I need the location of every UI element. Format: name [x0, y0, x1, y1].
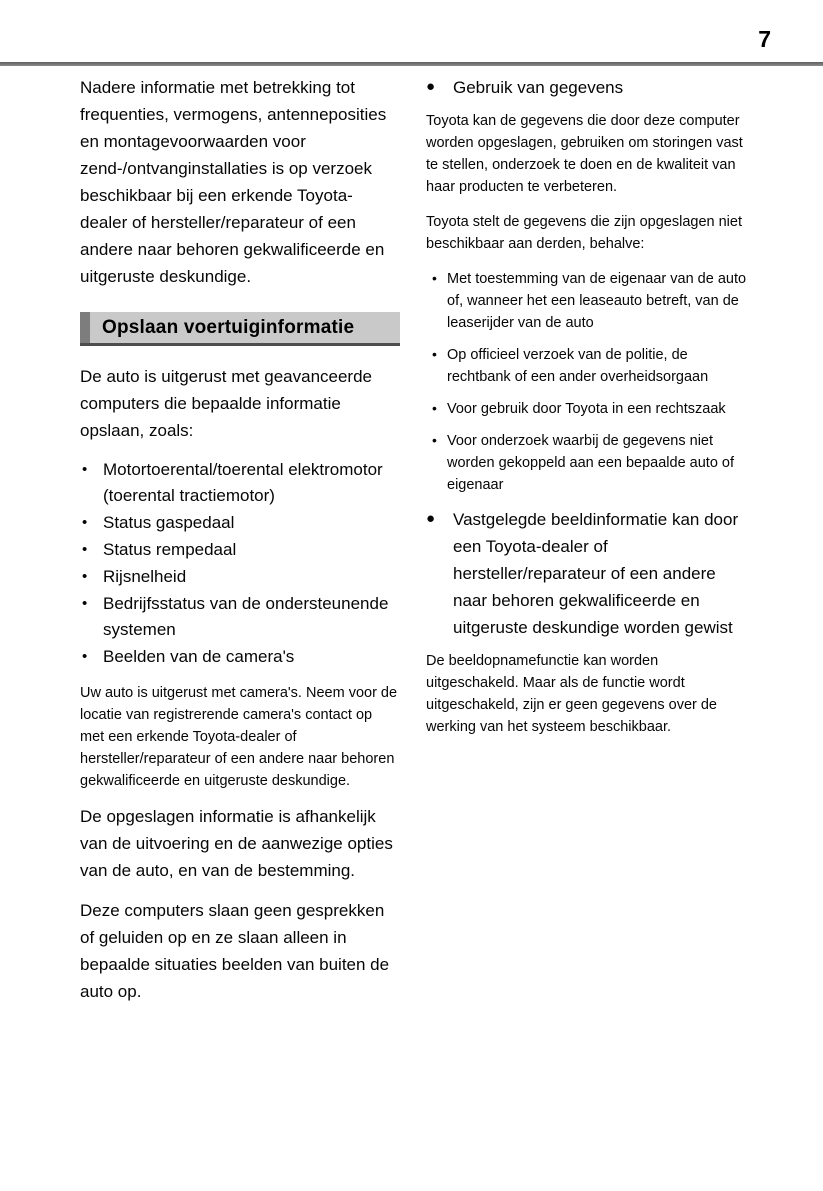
paragraph: De opgeslagen informatie is afhankelijk van de uitvoering en de aanwezige opties van de auto, en van de bestemming.: [80, 807, 393, 880]
list-item: [80, 591, 400, 643]
section-header-title: Opslaan voertuiginformatie: [102, 316, 355, 338]
intro-paragraph: Nadere informatie met betrekking tot frequenties, vermogens, antenneposities en montagevoorwaarden voor zend-/ontvanginstallaties is op verzoek beschikbaar bij een erkende Toyota-dealer of hersteller/reparateur of een andere naar behoren gekwalificeerde en uitgeruste deskundige.: [80, 78, 387, 286]
bullet-icon: •: [432, 400, 437, 416]
list-item: [80, 457, 400, 509]
list-item-text: Voor gebruik door Toyota in een rechtszaak: [447, 401, 726, 417]
list-item-text: Rijsnelheid: [103, 567, 187, 586]
list-item-text: Status gaspedaal: [103, 513, 235, 532]
section-header-accent-bar: [80, 312, 90, 343]
page-number: 7: [758, 26, 771, 52]
bullet-icon: •: [82, 595, 88, 612]
vehicle-data-list: [80, 457, 400, 670]
topic-item-text: Gebruik van gegevens: [453, 78, 624, 97]
list-item-text: Op officieel verzoek van de politie, de rechtbank of een ander overheidsorgaan: [447, 347, 709, 385]
list-item-text: Voor onderzoek waarbij de gegevens niet worden gekoppeld aan een bepaalde auto of eigenaar: [447, 433, 735, 493]
list-item-text: Beelden van de camera's: [103, 647, 295, 666]
topic-item-text: Vastgelegde beeldinformatie kan door een Toyota-dealer of hersteller/reparateur of een andere naar behoren gekwalificeerde en uitgeruste deskundige worden gewist: [453, 510, 739, 637]
header-rule: [0, 62, 823, 66]
list-item-text: Status rempedaal: [103, 540, 237, 559]
lead-paragraph: De auto is uitgerust met geavanceerde computers die bepaalde informatie opslaan, zoals:: [80, 367, 373, 440]
list-item: [80, 564, 400, 590]
list-item: [426, 344, 752, 388]
bullet-icon: •: [82, 648, 88, 665]
bullet-icon: •: [82, 541, 88, 558]
section-header: [80, 312, 400, 346]
bullet-icon: •: [432, 432, 437, 448]
left-column: [80, 74, 400, 1018]
bullet-icon: ●: [426, 78, 436, 95]
bullet-icon: •: [82, 514, 88, 531]
topic-item-data-usage: [426, 74, 752, 101]
bullet-icon: ●: [426, 510, 436, 527]
list-item: [80, 510, 400, 536]
bullet-icon: •: [432, 346, 437, 362]
list-item-text: Bedrijfsstatus van de ondersteunende systemen: [103, 594, 389, 639]
list-item: [426, 268, 752, 334]
bullet-icon: •: [82, 461, 88, 478]
right-column: [426, 74, 752, 1018]
bullet-icon: •: [432, 270, 437, 286]
topic-item-image-deletion: [426, 506, 752, 641]
paragraph: Toyota stelt de gegevens die zijn opgeslagen niet beschikbaar aan derden, behalve:: [426, 214, 742, 252]
list-item: [426, 398, 752, 420]
paragraph: Toyota kan de gegevens die door deze computer worden opgeslagen, gebruiken om storingen vast te stellen, onderzoek te doen en de kwaliteit van haar producten te verbeteren.: [426, 113, 743, 195]
paragraph: Deze computers slaan geen gesprekken of geluiden op en ze slaan alleen in bepaalde situaties beelden van buiten de auto op.: [80, 901, 390, 1001]
content-area: [0, 74, 823, 1018]
paragraph: De beeldopnamefunctie kan worden uitgeschakeld. Maar als de functie wordt uitgeschakeld, zijn er geen gegevens over de werking van het systeem beschikbaar.: [426, 653, 717, 735]
list-item: [426, 430, 752, 496]
list-item: [80, 644, 400, 670]
list-item-text: Motortoerental/toerental elektromotor (toerental tractiemotor): [103, 460, 383, 505]
list-item: [80, 537, 400, 563]
camera-note-paragraph: Uw auto is uitgerust met camera's. Neem voor de locatie van registrerende camera's contact op met een erkende Toyota-dealer of hersteller/reparateur of een andere naar behoren gekwalificeerde en uitgeruste deskundige.: [80, 685, 398, 789]
bullet-icon: •: [82, 568, 88, 585]
third-party-exceptions-list: [426, 268, 752, 496]
list-item-text: Met toestemming van de eigenaar van de auto of, wanneer het een leaseauto betreft, van de leaserijder van de auto: [447, 271, 747, 331]
